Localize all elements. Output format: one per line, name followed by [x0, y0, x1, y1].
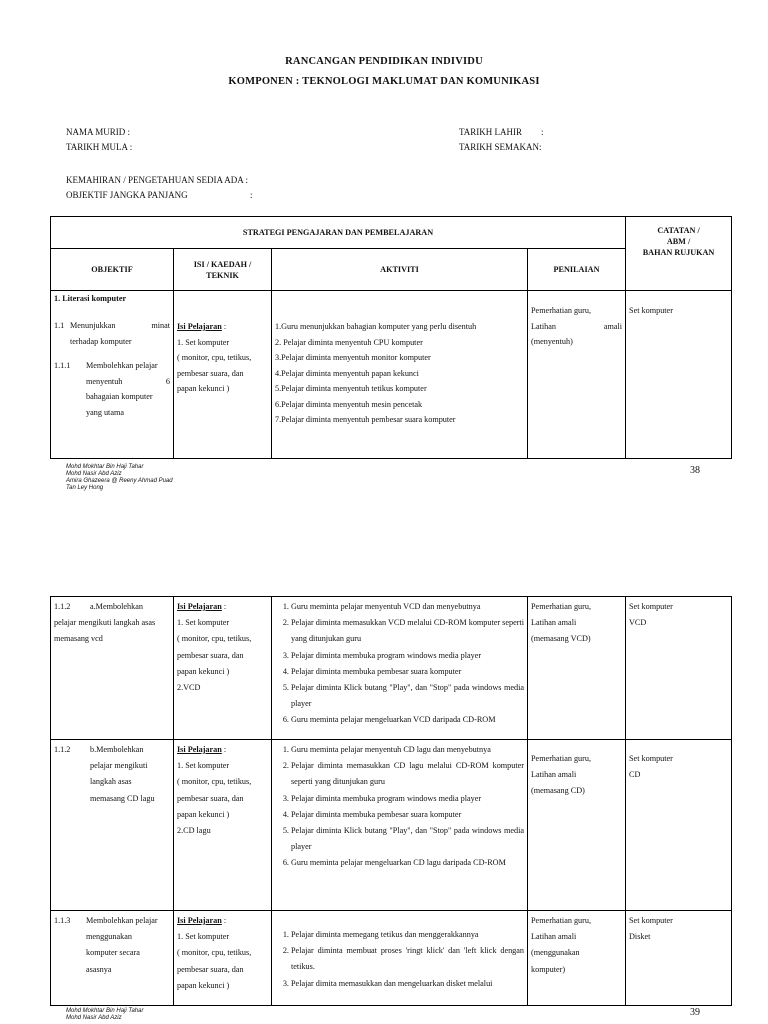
plan-table-page-39	[50, 596, 732, 1006]
header-penilaian: PENILAIAN	[528, 249, 626, 291]
cell-isi: Isi Pelajaran : 1. Set komputer ( monitor, cpu, tetikus, pembesar suara, dan papan kekunci ) 2.CD lagu	[174, 740, 272, 911]
cell-aktiviti	[272, 911, 528, 1006]
field-nama-murid: NAMA MURID :	[66, 127, 131, 137]
aktiviti-item: 5. Pelajar diminta Klick butang "Play", dan "Stop" pada windows media player	[291, 680, 524, 712]
footer-authors: Mohd Mokhtar Bin Haji Tahar Mohd Nasir Abd Aziz	[66, 1008, 144, 1021]
aktiviti-item: 3. Pelajar dimita memasukkan dan mengeluarkan disket melalui	[291, 976, 524, 992]
header-isi: ISI / KAEDAH / TEKNIK	[174, 249, 272, 291]
header-strategi: STRATEGI PENGAJARAN DAN PEMBELAJARAN	[51, 217, 626, 249]
document-title: RANCANGAN PENDIDIKAN INDIVIDU	[285, 56, 483, 67]
aktiviti-item: 2. Pelajar diminta memasukkan VCD melalui CD-ROM komputer seperti yang ditunjukan guru	[291, 615, 524, 647]
footer-authors: Mohd Mokhtar Bin Haji Tahar Mohd Nasir Abd Aziz Amira Ghazeera @ Reeny Ahmad Puad Tan Ley Hong	[66, 464, 173, 491]
header-catatan: CATATAN / ABM / BAHAN RUJUKAN	[626, 217, 732, 291]
cell-isi: Isi Pelajaran : 1. Set komputer ( monitor, cpu, tetikus, pembesar suara, dan papan kekunci ) 2.VCD	[174, 597, 272, 740]
cell-objektif: 1.1.2 b.Membolehkan pelajar mengikuti langkah asas memasang CD lagu	[51, 740, 174, 911]
document-page-38	[0, 0, 768, 505]
cell-catatan: Set komputer VCD	[626, 597, 732, 740]
cell-aktiviti	[272, 740, 528, 911]
page-number: 39	[690, 1007, 700, 1018]
cell-aktiviti	[272, 597, 528, 740]
field-tarikh-lahir: TARIKH LAHIR	[459, 127, 523, 137]
cell-isi: Isi Pelajaran : 1. Set komputer ( monitor, cpu, tetikus, pembesar suara, dan papan kekunci )	[174, 911, 272, 1006]
aktiviti-item: 3. Pelajar diminta membuka program windows media player	[291, 648, 524, 664]
aktiviti-item: 5.Pelajar diminta menyentuh tetikus komputer	[275, 384, 427, 393]
field-tarikh-lahir-colon: :	[541, 127, 544, 137]
aktiviti-item: 4. Pelajar diminta membuka pembesar suara komputer	[291, 664, 524, 680]
aktiviti-item: 3.Pelajar diminta menyentuh monitor komputer	[275, 353, 431, 362]
cell-penilaian: Pemerhatian guru, Latihan amali (menggunakan komputer)	[528, 911, 626, 1006]
plan-table-page-38	[50, 216, 732, 459]
field-tarikh-mula: TARIKH MULA :	[66, 142, 133, 152]
aktiviti-item: 2. Pelajar diminta membuat proses 'ringt klick' dan 'left klick dengan tetikus.	[291, 943, 524, 975]
cell-penilaian: Pemerhatian guru, Latihan amali (menyentuh)	[528, 291, 626, 459]
table-row	[51, 740, 732, 911]
document-page-39	[0, 548, 768, 1024]
aktiviti-item: 2. Pelajar diminta memasukkan CD lagu melalui CD-ROM komputer seperti yang ditunjukan guru	[291, 758, 524, 790]
cell-catatan: Set komputer CD	[626, 740, 732, 911]
aktiviti-item: 7.Pelajar diminta menyentuh pembesar suara komputer	[275, 415, 456, 424]
aktiviti-item: 1. Pelajar diminta memegang tetikus dan menggerakkannya	[291, 927, 524, 943]
document-subtitle: KOMPONEN : TEKNOLOGI MAKLUMAT DAN KOMUNIKASI	[228, 76, 540, 87]
aktiviti-item: 6. Guru meminta pelajar mengeluarkan CD lagu daripada CD-ROM	[291, 855, 524, 871]
cell-penilaian: Pemerhatian guru, Latihan amali (memasang VCD)	[528, 597, 626, 740]
aktiviti-item: 6. Guru meminta pelajar mengeluarkan VCD daripada CD-ROM	[291, 712, 524, 728]
field-tarikh-semakan: TARIKH SEMAKAN:	[459, 142, 542, 152]
cell-catatan: Set komputer Disket	[626, 911, 732, 1006]
header-aktiviti: AKTIVITI	[272, 249, 528, 291]
aktiviti-item: 2. Pelajar diminta menyentuh CPU komputer	[275, 337, 423, 347]
field-objektif-jangka-colon: :	[250, 190, 253, 200]
cell-penilaian: Pemerhatian guru, Latihan amali (memasang CD)	[528, 740, 626, 911]
cell-objektif: 1. Literasi komputer 1.1 Menunjukkan minat terhadap komputer 1.1.1 Membolehkan pelajar menyentuh 6 bahagaian komputer yang utama	[51, 291, 174, 459]
aktiviti-item: 4.Pelajar diminta menyentuh papan kekunci	[275, 368, 419, 378]
cell-objektif: 1.1.3 Membolehkan pelajar menggunakan komputer secara asasnya	[51, 911, 174, 1006]
field-kemahiran: KEMAHIRAN / PENGETAHUAN SEDIA ADA :	[66, 175, 249, 185]
cell-isi: Isi Pelajaran : 1. Set komputer ( monitor, cpu, tetikus, pembesar suara, dan papan kekunci )	[174, 291, 272, 459]
table-row	[51, 597, 732, 740]
aktiviti-item: 1. Guru meminta pelajar menyentuh CD lagu dan menyebutnya	[291, 742, 524, 758]
aktiviti-item: 3. Pelajar diminta membuka program windows media player	[291, 791, 524, 807]
aktiviti-item: 4. Pelajar diminta membuka pembesar suara komputer	[291, 807, 524, 823]
aktiviti-item: 1. Guru meminta pelajar menyentuh VCD dan menyebutnya	[291, 599, 524, 615]
page-number: 38	[690, 465, 700, 476]
aktiviti-item: 1.Guru menunjukkan bahagian komputer yang perlu disentuh	[275, 322, 477, 331]
header-objektif: OBJEKTIF	[51, 249, 174, 291]
aktiviti-item: 5. Pelajar diminta Klick butang "Play", dan "Stop" pada windows media player	[291, 823, 524, 855]
cell-aktiviti	[272, 291, 528, 459]
aktiviti-item: 6.Pelajar diminta menyentuh mesin pencetak	[275, 399, 423, 409]
field-objektif-jangka: OBJEKTIF JANGKA PANJANG	[66, 190, 188, 200]
cell-objektif: 1.1.2 a.Membolehkan pelajar mengikuti langkah asas memasang vcd	[51, 597, 174, 740]
table-row	[51, 911, 732, 1006]
cell-catatan: Set komputer	[626, 291, 732, 459]
